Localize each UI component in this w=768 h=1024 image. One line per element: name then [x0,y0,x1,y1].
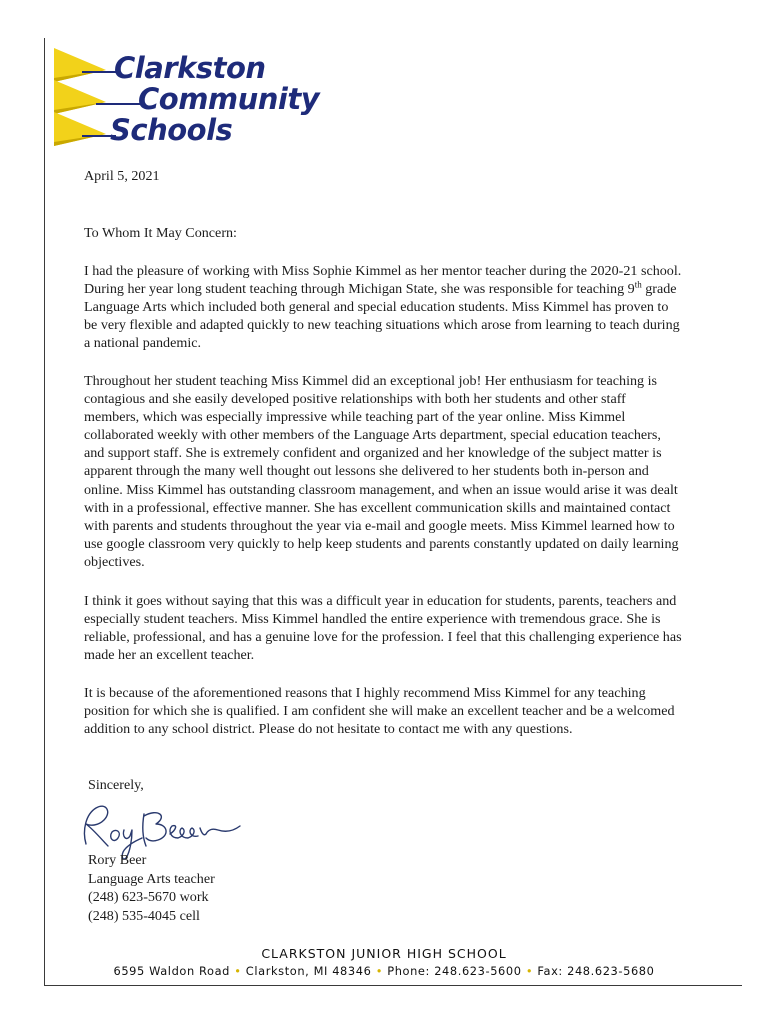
signer-title: Language Arts teacher [88,870,215,887]
paragraph-3: I think it goes without saying that this was a difficult year in education for students, parents, teachers and especially student teachers. Miss Kimmel handled the entire experience with tremendous grace. She is reliable, professional, and has a genuine love for the profession. I feel that this challenging experience has made her an excellent teacher. [84,593,682,664]
footer-city: Clarkston, MI 48346 [245,964,372,978]
left-margin-rule [44,38,45,986]
footer-rule [44,985,742,986]
footer-fax: Fax: 248.623-5680 [537,964,655,978]
logo-text-schools: Schools [110,113,233,147]
signer-phone-work: (248) 623-5670 work [88,889,209,906]
paragraph-1-superscript: th [634,279,642,290]
signer-name: Rory Beer [88,852,147,868]
district-logo [52,48,342,148]
signature-block [88,851,215,925]
footer-separator: • [525,964,534,978]
signer-phone-cell: (248) 535-4045 cell [88,907,200,924]
footer-address [0,964,768,978]
letter-salutation: To Whom It May Concern: [84,225,237,241]
footer-separator: • [375,964,384,978]
footer-street: 6595 Waldon Road [113,964,230,978]
letter-date: April 5, 2021 [84,168,160,184]
footer-school-name: CLARKSTON JUNIOR HIGH SCHOOL [261,946,507,961]
paragraph-2: Throughout her student teaching Miss Kimmel did an exceptional job! Her enthusiasm for teaching is contagious and she easily developed positive relationships with both her students and other staff members, which was especially impressive while teaching part of the year online. Miss Kimmel collaborated weekly with other members of the Language Arts department, special education teachers, and support staff. She is extremely confident and organized and her knowledge of the subject matter is apparent through the many well thought out lessons she delivered to her students both in-person and online. Miss Kimmel has outstanding classroom management, and when an issue would arise it was dealt with in a professional, effective manner. She has excellent communication skills and maintained contact with parents and students throughout the year via e-mail and google meets. Miss Kimmel learned how to use google classroom very quickly to help keep students and parents constantly updated on daily learning objectives. [84,373,679,570]
letter-closing: Sincerely, [88,777,144,793]
logo-text-clarkston: Clarkston [114,51,266,85]
logo-text-community: Community [138,82,320,116]
paragraph-1 [84,262,684,352]
paragraph-1-text-b: grade Language Arts which included both general and special education students. Miss Kimmel has proven to be very flexible and adapted quickly to new teaching situations which arose from learning to teach during a national pandemic. [84,281,680,352]
paragraph-1-text-a: I had the pleasure of working with Miss Sophie Kimmel as her mentor teacher during the 2020-21 school. During her year long student teaching through Michigan State, she was responsible for teaching 9 [84,263,682,298]
paragraph-4: It is because of the aforementioned reasons that I highly recommend Miss Kimmel for any teaching position for which she is qualified. I am confident she will make an excellent teacher and be a welcomed addition to any school district. Please do not hesitate to contact me with any questions. [84,685,675,738]
footer-phone: Phone: 248.623-5600 [387,964,522,978]
footer-separator: • [234,964,242,978]
